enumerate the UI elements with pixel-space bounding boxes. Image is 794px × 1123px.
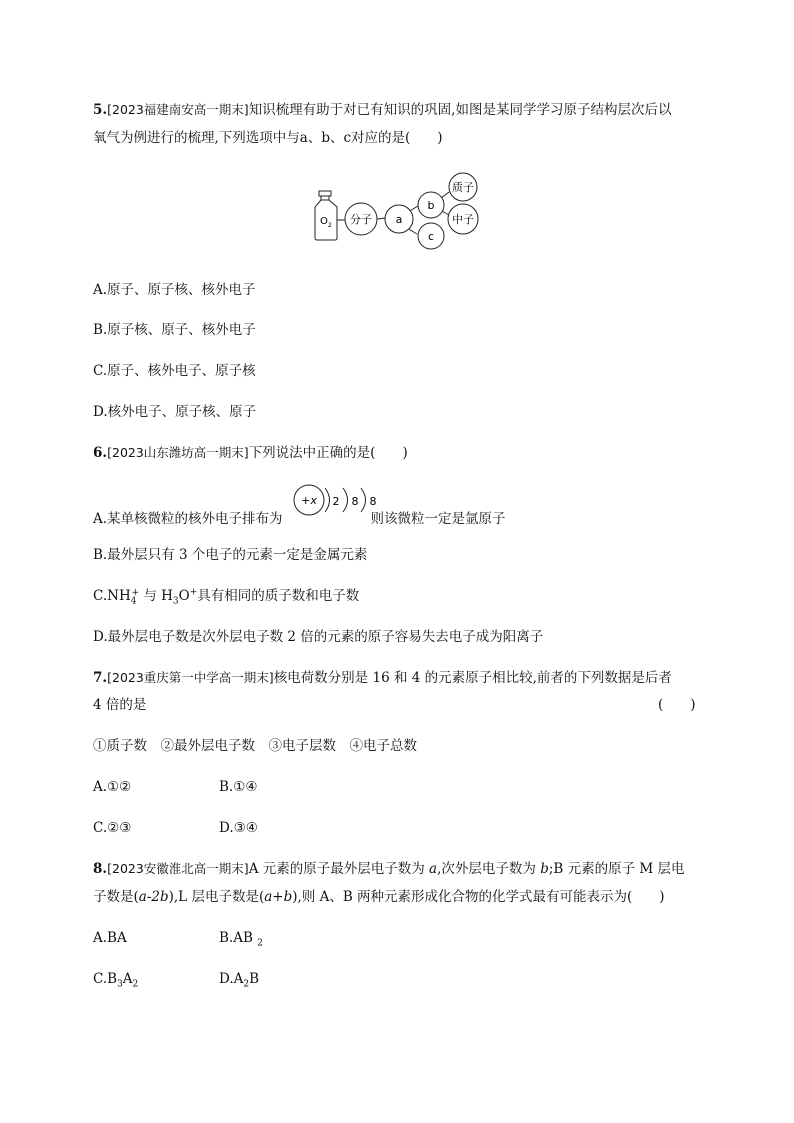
node-a: a xyxy=(395,213,403,226)
q5-option-d[interactable]: D.核外电子、原子核、原子 xyxy=(93,404,257,420)
q6-stem: 6.[2023山东潍坊高一期末]下列说法中正确的是( ) xyxy=(93,445,408,461)
q8-stem-line2: 子数是(a-2b),L 层电子数是(a+b),则 A、B 两种元素形成化合物的化学式最有可能表示为( ) xyxy=(93,889,665,905)
molecule-node: 分子 xyxy=(350,213,372,226)
q6-option-d[interactable]: D.最外层电子数是次外层电子数 2 倍的元素的原子容易失去电子成为阳离子 xyxy=(93,629,544,645)
q5-option-b[interactable]: B.原子核、原子、核外电子 xyxy=(93,322,256,338)
q7-stem-line1: 7.[2023重庆第一中学高一期末]核电荷数分别是 16 和 4 的元素原子相比较,前者的下列数据是后者 xyxy=(93,670,672,686)
q7-items: ①质子数 ②最外层电子数 ③电子层数 ④电子总数 xyxy=(93,738,417,754)
q5-option-a[interactable]: A.原子、原子核、核外电子 xyxy=(93,282,256,298)
q8-stem-line1: 8.[2023安徽淮北高一期末]A 元素的原子最外层电子数为 a,次外层电子数为 b;B 元素的原子 M 层电 xyxy=(93,861,685,877)
q5-stem-line2: 氧气为例进行的梳理,下列选项中与a、b、c对应的是( ) xyxy=(93,130,443,146)
q7-option-d[interactable]: D.③④ xyxy=(219,820,258,836)
shell-2: 8 xyxy=(351,495,359,508)
q8-option-d[interactable]: $D.A_2B$ xyxy=(219,971,260,990)
q6-option-c[interactable]: $C.NH_4^+$ 与 $H_3O^+$具有相同的质子数和电子数 xyxy=(93,587,360,607)
q7-source: [2023重庆第一中学高一期末] xyxy=(107,670,274,685)
q8-option-b[interactable]: B.AB $_2$ xyxy=(219,930,263,949)
q6-source: [2023山东潍坊高一期末] xyxy=(107,445,249,460)
shell-3: 8 xyxy=(369,495,377,508)
q8-source: [2023安徽淮北高一期末] xyxy=(107,861,249,876)
q7-option-a[interactable]: A.①② xyxy=(93,779,132,795)
q7-stem-line2: 4 倍的是 xyxy=(93,697,147,713)
neutron-node: 中子 xyxy=(452,213,474,226)
q7-number: 7 xyxy=(93,670,103,686)
q6-option-a[interactable]: A.某单核微粒的核外电子排布为 则该微粒一定是氩原子 xyxy=(93,511,506,527)
q5-number: 5 xyxy=(93,102,103,118)
q8-option-c[interactable]: $C.B_3A_2$ xyxy=(93,971,139,990)
q5-option-c[interactable]: C.原子、核外电子、原子核 xyxy=(93,363,256,379)
q7-option-c[interactable]: C.②③ xyxy=(93,820,132,836)
q7-answer-paren: ( ) xyxy=(658,697,696,713)
q5-structure-diagram xyxy=(310,172,490,256)
q8-number: 8 xyxy=(93,861,103,877)
node-b: b xyxy=(427,199,435,212)
q8-option-a[interactable]: A.BA xyxy=(93,930,127,946)
q6-electron-shell-diagram xyxy=(292,481,386,521)
nucleus-charge: +x xyxy=(301,494,317,507)
q6-number: 6 xyxy=(93,445,103,461)
q6-option-b[interactable]: B.最外层只有 3 个电子的元素一定是金属元素 xyxy=(93,547,368,563)
bottle-label: O xyxy=(320,216,328,227)
q7-option-b[interactable]: B.①④ xyxy=(219,779,258,795)
q5-stem-line1: 5.[2023福建南安高一期末]知识梳理有助于对已有知识的巩固,如图是某同学学习原子结构层次后以 xyxy=(93,102,672,118)
shell-1: 2 xyxy=(332,495,340,508)
node-c: c xyxy=(427,230,435,243)
proton-node: 质子 xyxy=(452,181,474,194)
bottle-label-sub: 2 xyxy=(328,222,332,229)
q5-source: [2023福建南安高一期末] xyxy=(107,102,249,117)
